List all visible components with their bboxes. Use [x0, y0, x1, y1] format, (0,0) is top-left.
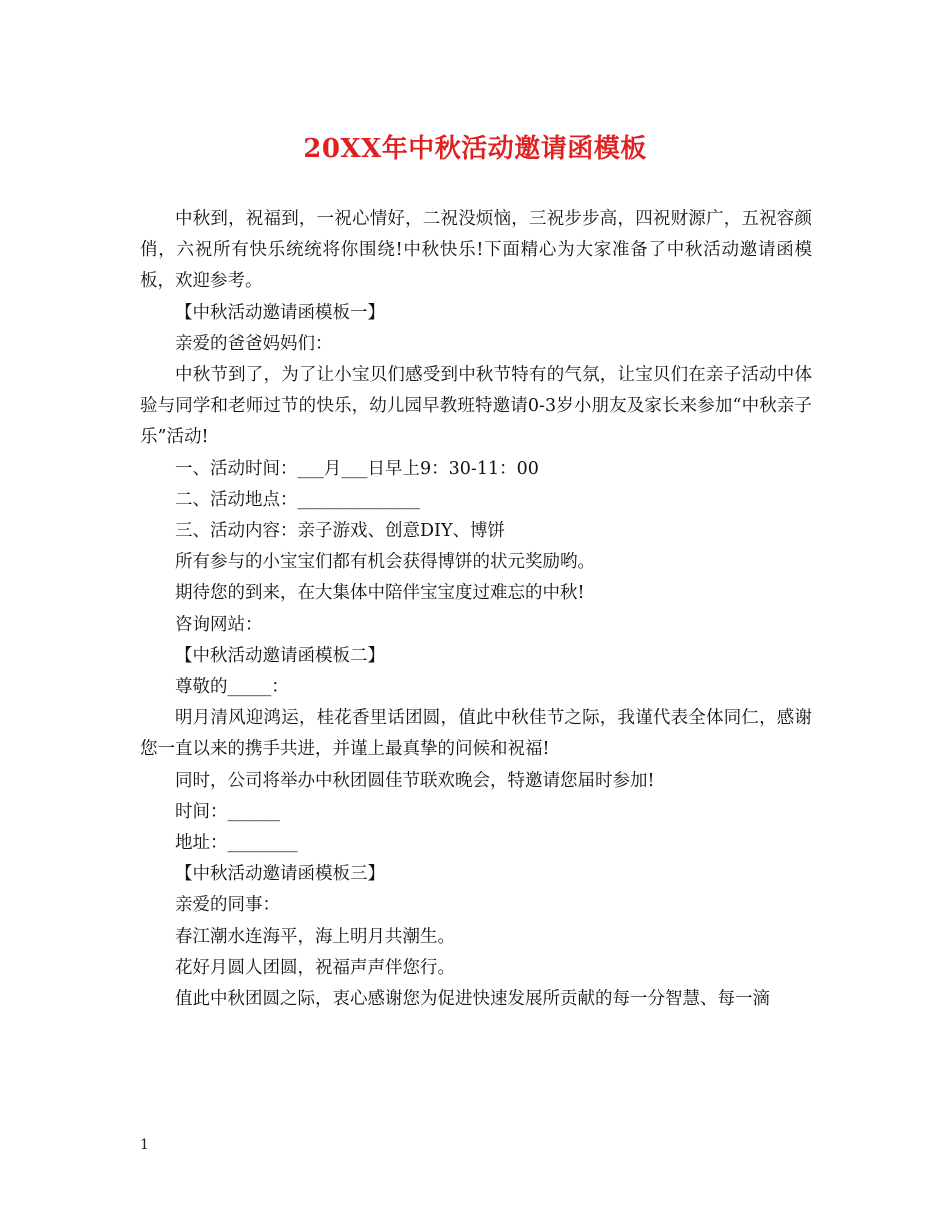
document-title: 20XX年中秋活动邀请函模板 [303, 134, 647, 164]
section-heading-template-two: 【中秋活动邀请函模板二】 [175, 645, 385, 666]
activity-location-line: 二、活动地点：______________ [175, 489, 420, 510]
section-heading-template-one: 【中秋活动邀请函模板一】 [175, 302, 385, 323]
salutation-colleagues: 亲爱的同事： [175, 895, 280, 916]
consult-website-line: 咨询网站： [175, 614, 263, 635]
looking-forward-line: 期待您的到来，在大集体中陪伴宝宝度过难忘的中秋! [175, 583, 585, 604]
document-body [140, 204, 812, 1015]
poem-line-one: 春江潮水连海平，海上明月共潮生。 [175, 926, 455, 947]
poem-line-two: 花好月圆人团圆，祝福声声伴您行。 [175, 957, 455, 978]
salutation-parents: 亲爱的爸爸妈妈们： [175, 333, 333, 354]
template-three-body: 值此中秋团圆之际，衷心感谢您为促进快速发展所贡献的每一分智慧、每一滴 [175, 989, 770, 1010]
section-heading-template-three: 【中秋活动邀请函模板三】 [175, 864, 385, 885]
address-line: 地址：________ [175, 833, 298, 854]
template-one-body: 中秋节到了，为了让小宝贝们感受到中秋节特有的气氛，让宝贝们在亲子活动中体验与同学和老师过节的快乐，幼儿园早教班特邀请0-3岁小朋友及家长来参加“中秋亲子乐”活动! [140, 365, 812, 448]
intro-paragraph: 中秋到，祝福到，一祝心情好，二祝没烦恼，三祝步步高，四祝财源广，五祝容颜俏，六祝所有快乐统统将你围绕!中秋快乐!下面精心为大家准备了中秋活动邀请函模板，欢迎参考。 [140, 209, 812, 292]
reward-line: 所有参与的小宝宝们都有机会获得博饼的状元奖励哟。 [175, 552, 595, 573]
page-number: 1 [140, 1137, 149, 1153]
template-two-invitation: 同时，公司将举办中秋团圆佳节联欢晚会，特邀请您届时参加! [175, 770, 655, 791]
activity-time-line: 一、活动时间：___月___日早上9：30-11：00 [175, 458, 539, 479]
activity-content-line: 三、活动内容：亲子游戏、创意DIY、博饼 [175, 521, 505, 542]
salutation-respected: 尊敬的_____： [175, 677, 289, 698]
time-line: 时间：______ [175, 801, 280, 822]
template-two-greeting: 明月清风迎鸿运，桂花香里话团圆，值此中秋佳节之际，我谨代表全体同仁，感谢您一直以来的携手共进，并谨上最真挚的问候和祝福! [140, 708, 812, 760]
